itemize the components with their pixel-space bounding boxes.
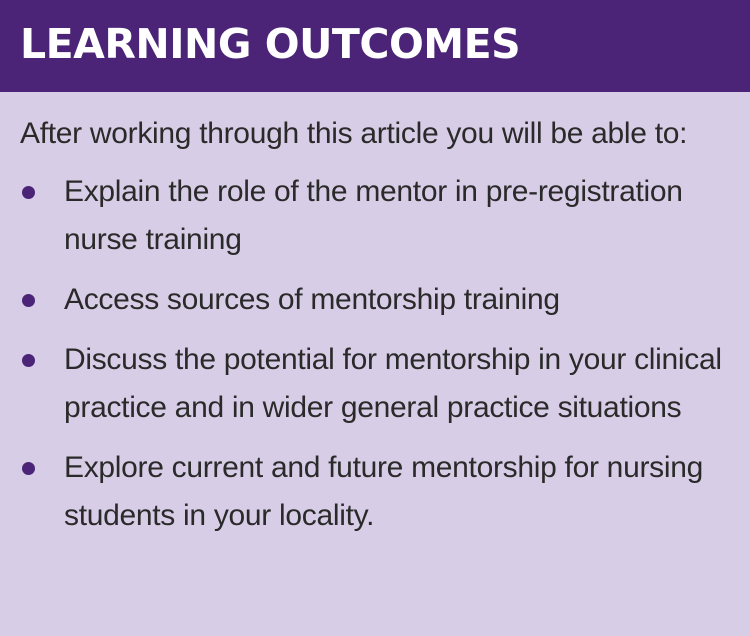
outcomes-list — [20, 168, 726, 540]
bullet-icon — [22, 294, 35, 307]
outcome-item — [20, 168, 726, 264]
outcome-text: Access sources of mentorship training — [64, 283, 560, 316]
outcome-item — [20, 336, 726, 432]
learning-outcomes-title: LEARNING OUTCOMES — [20, 20, 521, 68]
bullet-icon — [22, 354, 35, 367]
outcome-text: Discuss the potential for mentorship in your clinical practice and in wider general practice situations — [64, 343, 722, 424]
intro-text: After working through this article you will be able to: — [20, 117, 688, 150]
learning-outcomes-content — [0, 92, 750, 540]
outcome-text: Explain the role of the mentor in pre-registration nurse training — [64, 175, 683, 256]
bullet-icon — [22, 186, 35, 199]
outcome-text: Explore current and future mentorship for nursing students in your locality. — [64, 451, 703, 532]
outcome-item — [20, 276, 726, 324]
learning-outcomes-header — [0, 0, 750, 92]
outcome-item — [20, 444, 726, 540]
bullet-icon — [22, 462, 35, 475]
